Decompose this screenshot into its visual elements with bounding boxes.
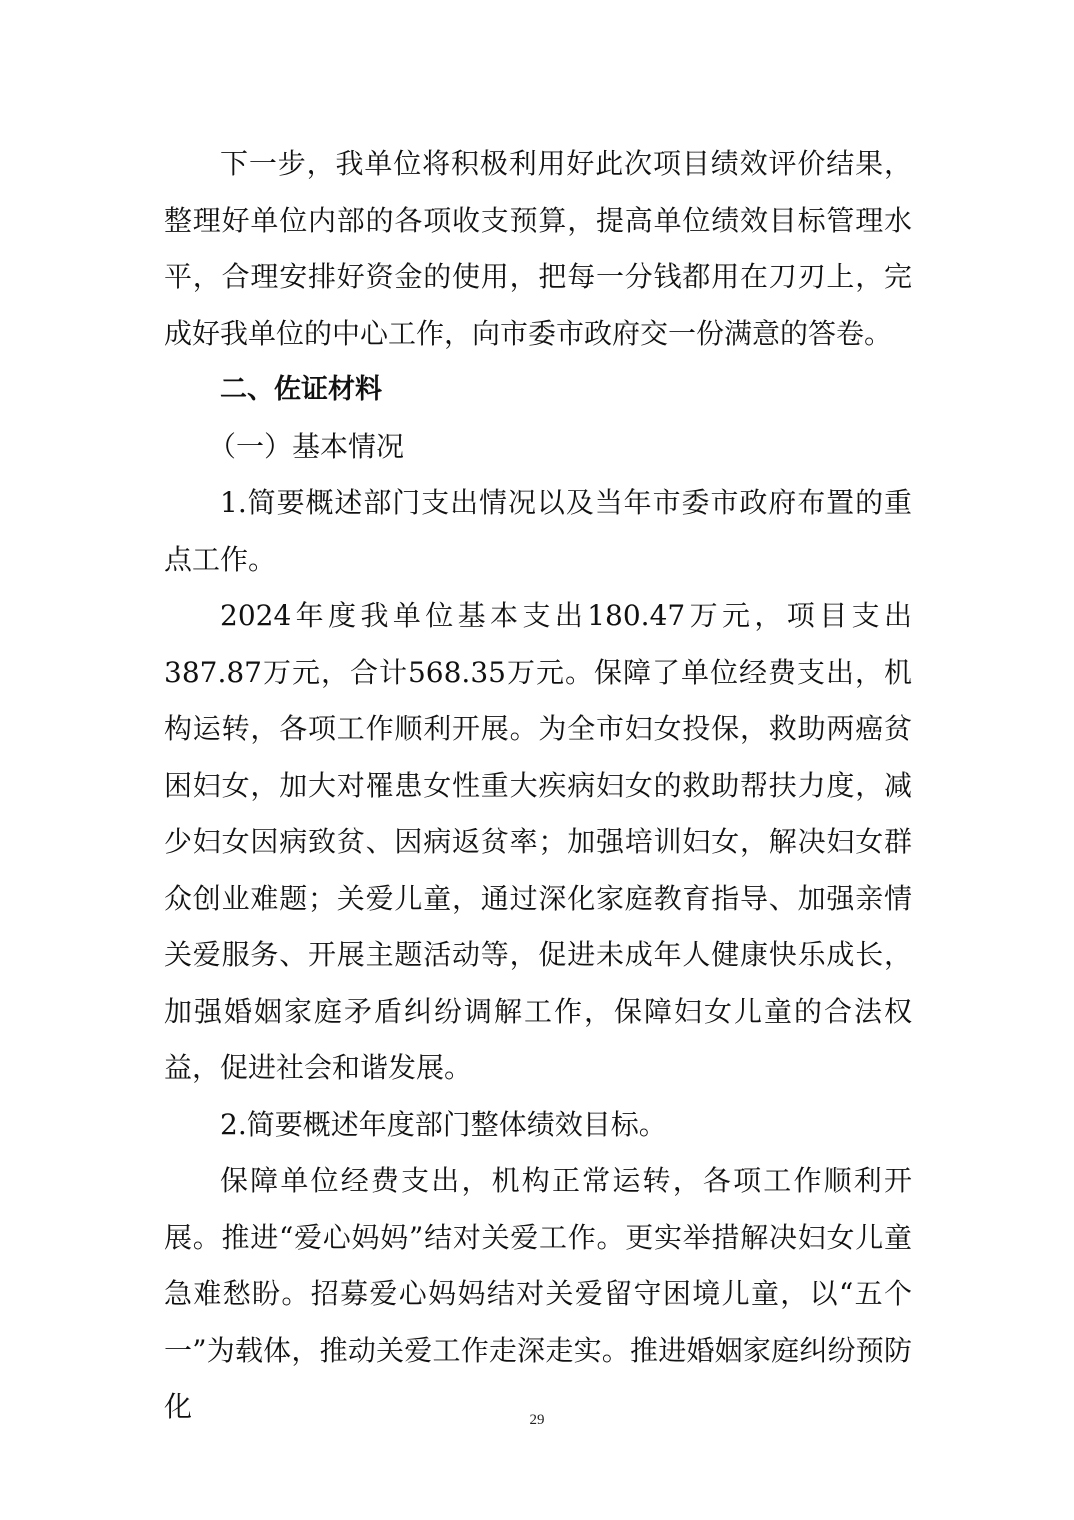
subsection-heading-basic-info: （一）基本情况 bbox=[208, 429, 405, 463]
paragraph-next-steps: 下一步，我单位将积极利用好此次项目绩效评价结果，整理好单位内部的各项收支预算，提高单位绩效目标管理水平，合理安排好资金的使用，把每一分钱都用在刀刃上，完成好我单位的中心工作，向市委市政府交一份满意的答卷。 bbox=[164, 147, 912, 350]
paragraph-expenditure: 2024年度我单位基本支出180.47万元，项目支出387.87万元，合计568.35万元。保障了单位经费支出，机构运转，各项工作顺利开展。为全市妇女投保，救助两癌贫困妇女，加大对罹患女性重大疾病妇女的救助帮扶力度，减少妇女因病致贫、因病返贫率；加强培训妇女，解决妇女群众创业难题；关爱儿童，通过深化家庭教育指导、加强亲情关爱服务、开展主题活动等，促进未成年人健康快乐成长，加强婚姻家庭矛盾纠纷调解工作，保障妇女儿童的合法权益，促进社会和谐发展。 bbox=[164, 599, 912, 1084]
section-heading-evidence: 二、佐证材料 bbox=[220, 374, 382, 405]
paragraph-performance-goals: 保障单位经费支出，机构正常运转，各项工作顺利开展。推进“爱心妈妈”结对关爱工作。更实举措解决妇女儿童急难愁盼。招募爱心妈妈结对关爱留守困境儿童，以“五个一”为载体，推动关爱工作走深走实。推进婚姻家庭纠纷预防化 bbox=[164, 1164, 912, 1423]
document-body bbox=[164, 136, 912, 1436]
page-number: 29 bbox=[529, 1412, 545, 1428]
item-1-title: 1.简要概述部门支出情况以及当年市委市政府布置的重点工作。 bbox=[164, 486, 912, 576]
item-2-title: 2.简要概述年度部门整体绩效目标。 bbox=[220, 1107, 667, 1141]
